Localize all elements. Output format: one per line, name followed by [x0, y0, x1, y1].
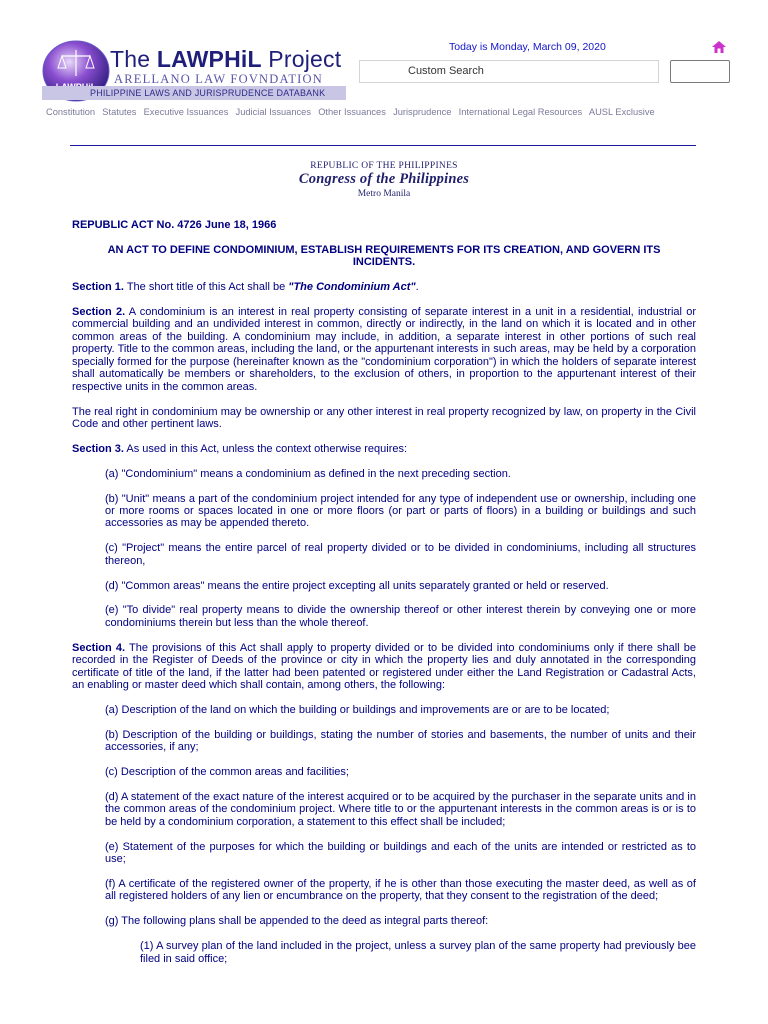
nav-executive-issuances[interactable]: Executive Issuances [143, 107, 229, 117]
section-3-label: Section 3. [72, 442, 124, 455]
section-4-item-c: (c) Description of the common areas and facilities; [105, 766, 349, 779]
current-date: Today is Monday, March 09, 2020 [449, 41, 606, 53]
brand-title[interactable]: The LAWPHiL Project [110, 46, 342, 72]
main-nav [46, 107, 659, 117]
search-button[interactable] [670, 60, 730, 83]
section-4: Section 4. The provisions of this Act shall apply to property divided or to be divided into condominiums only if there shall be recorded in the Register of Deeds of the province or city in which the property lies and duly annotated in the corresponding certificate of title of the land, if the latter had been patented or registered under either the Land Registration or Cadastral Acts, an enabling or master deed which shall contain, among others, the following: [72, 641, 696, 692]
section-2: Section 2. A condominium is an interest in real property consisting of separate interest in a unit in a residential, industrial or commercial building and an undivided interest in common, directly or indirectly, in the land on which it is located and in other common areas of the building. A condominium may include, in addition, a separate interest in other portions of such real property. Title to the common areas, including the land, or the appurtenant interests in such areas, may be held by a corporation specially formed for the purpose (hereinafter known as the "condominium corporation") in which the holders of separate interest shall automatically be members or shareholders, to the exclusion of others, in proportion to the appurtenant interest of their respective units in the common areas. [72, 305, 697, 393]
section-4-item-e: (e) Statement of the purposes for which the building or buildings and each of the units are intended or restricted as to use; [105, 840, 696, 866]
section-4-item-a: (a) Description of the land on which the building or buildings and improvements are or are to be located; [105, 703, 610, 716]
section-3-item-c: (c) "Project" means the entire parcel of real property divided or to be divided in condominiums, including all structures thereon, [105, 542, 696, 567]
section-3-item-d: (d) "Common areas" means the entire project excepting all units separately granted or held or reserved. [105, 579, 609, 592]
nav-statutes[interactable]: Statutes [102, 107, 137, 117]
search-input[interactable]: Custom Search [359, 60, 659, 83]
masthead-congress: Congress of the Philippines [298, 171, 470, 187]
section-4-item-d: (d) A statement of the exact nature of the interest acquired or to be acquired by the purchaser in the separate units and in the common areas of the condominium project. Where title to or the appurtenant interests in the common areas is or is to be held by a condominium corporation, a statement to this effect shall be included; [105, 790, 696, 828]
masthead-republic: REPUBLIC OF THE PHILIPPINES [310, 161, 458, 171]
section-2-label: Section 2. [72, 305, 126, 318]
document-body [72, 219, 696, 977]
nav-other-issuances[interactable]: Other Issuances [318, 107, 386, 117]
section-1-label: Section 1. [72, 281, 124, 294]
section-4-item-g: (g) The following plans shall be appended to the deed as integral parts thereof: [105, 915, 489, 928]
masthead-location: Metro Manila [357, 189, 411, 199]
nav-constitution[interactable]: Constitution [46, 107, 96, 117]
tagline: PHILIPPINE LAWS AND JURISPRUDENCE DATABANK [90, 87, 326, 98]
section-4-item-b: (b) Description of the building or buildings, stating the number of stories and basements, the number of units and their accessories, if any; [105, 728, 696, 754]
home-icon[interactable] [711, 40, 727, 54]
section-4-item-f: (f) A certificate of the registered owner of the property, if he is other than those executing the master deed, as well as of all registered holders of any lien or encumbrance on the property, that they consent to the registration of the deed; [105, 877, 696, 903]
nav-judicial-issuances[interactable]: Judicial Issuances [235, 107, 311, 117]
short-title: "The Condominium Act" [288, 281, 416, 294]
section-1: Section 1. The short title of this Act shall be "The Condominium Act". [72, 281, 419, 294]
section-3-item-a: (a) "Condominium" means a condominium as defined in the next preceding section. [105, 467, 511, 480]
nav-jurisprudence[interactable]: Jurisprudence [393, 107, 452, 117]
foundation-name: ARELLANO LAW FOVNDATION [114, 72, 323, 86]
act-number: REPUBLIC ACT No. 4726 June 18, 1966 [72, 219, 277, 231]
act-title: AN ACT TO DEFINE CONDOMINIUM, ESTABLISH REQUIREMENTS FOR ITS CREATION, AND GOVERN ITS INCIDENTS. [107, 243, 661, 269]
section-3: Section 3. As used in this Act, unless the context otherwise requires: [72, 442, 408, 455]
section-4-label: Section 4. [72, 641, 126, 654]
nav-ausl-exclusive[interactable]: AUSL Exclusive [588, 107, 655, 117]
nav-international-legal-resources[interactable]: International Legal Resources [458, 107, 583, 117]
section-3-item-e: (e) "To divide" real property means to divide the ownership thereof or other interest therein by conveying one or more condominiums therein but less than the whole thereof. [105, 604, 696, 629]
section-3-item-b: (b) "Unit" means a part of the condominium project intended for any type of independent use or ownership, including one or more rooms or spaces located in one or more floors (or part or parts of floors) in a building or buildings and such accessories as may be appended thereto. [105, 492, 696, 530]
section-2-paragraph-2: The real right in condominium may be ownership or any other interest in real property recognized by law, on property in the Civil Code and other pertinent laws. [72, 405, 696, 430]
divider [70, 145, 696, 146]
section-4-item-g-1: (1) A survey plan of the land included in the project, unless a survey plan of the same property had previously bee filed in said office; [140, 940, 696, 965]
